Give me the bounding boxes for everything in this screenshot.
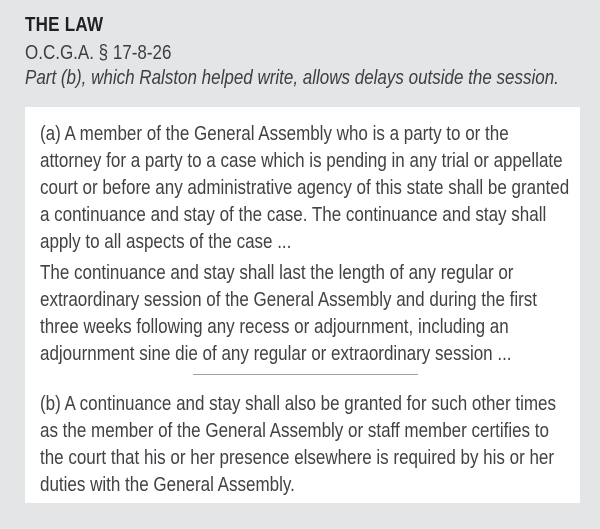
law-excerpt-card [25,107,580,503]
text-line: three weeks following any recess or adjournment, including an [40,316,509,338]
text-line: the court that his or her presence elsewhere is required by his or her [40,447,555,469]
paragraph-a-continued [40,260,584,368]
text-line: a continuance and stay of the case. The continuance and stay shall [40,204,547,226]
paragraph-a [40,121,584,256]
text-line: court or before any administrative agency of this state shall be granted [40,177,570,199]
text-line: attorney for a party to a case which is pending in any trial or appellate [40,150,563,172]
text-line: adjournment sine die of any regular or extraordinary session ... [40,343,512,365]
paragraph-b [40,391,584,499]
text-line: The continuance and stay shall last the length of any regular or [40,262,514,284]
text-line: apply to all aspects of the case ... [40,231,292,253]
text-line: as the member of the General Assembly or staff member certifies to [40,420,549,442]
section-kicker: THE LAW [25,14,104,36]
text-line: duties with the General Assembly. [40,474,295,496]
statute-citation: O.C.G.A. § 17-8-26 [25,42,172,64]
text-line: (a) A member of the General Assembly who is a party to or the [40,123,509,145]
section-divider [193,374,418,375]
text-line: (b) A continuance and stay shall also be granted for such other times [40,393,556,415]
statute-note: Part (b), which Ralston helped write, allows delays outside the session. [25,67,559,89]
header [0,0,600,90]
text-line: extraordinary session of the General Assembly and during the first [40,289,538,311]
